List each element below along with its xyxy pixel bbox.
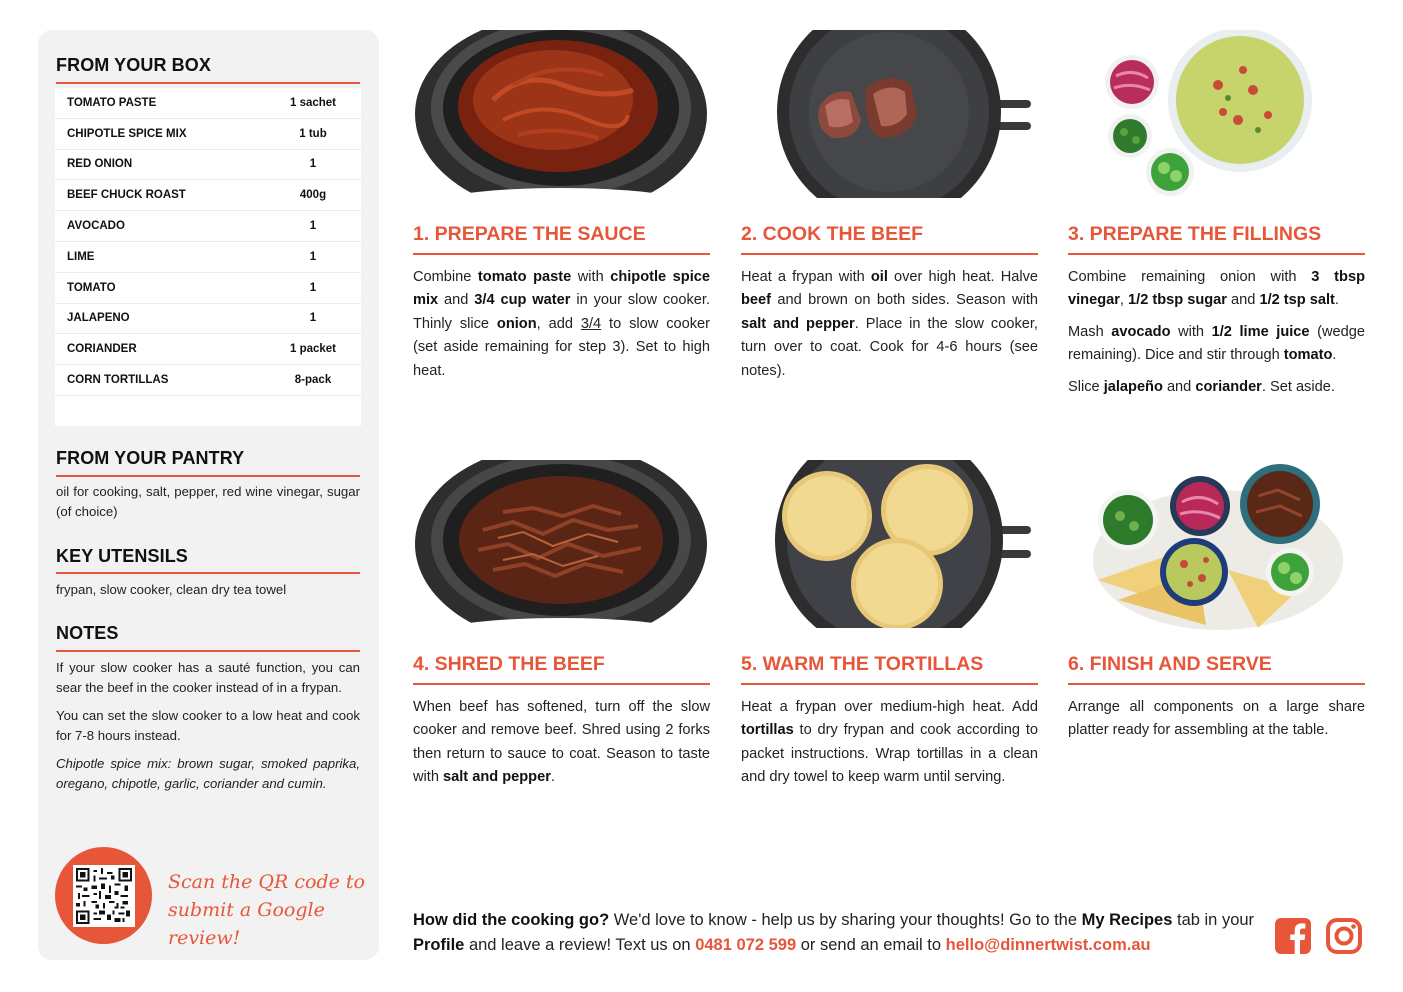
table-row xyxy=(55,119,361,150)
instagram-icon[interactable] xyxy=(1325,917,1363,955)
ingredient-name: CORN TORTILLAS xyxy=(67,374,169,387)
utensils-text xyxy=(56,580,360,608)
ingredient-qty: 1 xyxy=(309,312,317,325)
step-4-instructions xyxy=(413,696,710,798)
footer-question: How did the cooking go? xyxy=(413,911,610,929)
step-paragraph: Combine tomato paste with chipotle spice mix and 3/4 cup water in your slow cooker. Thinly slice onion, add 3/4 to slow cooker (set aside remaining for step 3). Set to high heat. xyxy=(413,269,710,379)
step-6-title: 6. FINISH AND SERVE xyxy=(1068,653,1272,675)
ingredient-name: RED ONION xyxy=(67,158,133,171)
pantry-list: oil for cooking, salt, pepper, red wine vinegar, sugar (of choice) xyxy=(56,484,360,519)
step-paragraph: Slice jalapeño and coriander. Set aside. xyxy=(1068,378,1335,395)
step-paragraph: When beef has softened, turn off the slow cooker and remove beef. Shred using 2 forks then return to sauce to coat. Season to taste with salt and pepper. xyxy=(413,699,710,786)
divider xyxy=(741,253,1038,255)
from-your-box-title: FROM YOUR BOX xyxy=(56,55,211,75)
facebook-icon[interactable] xyxy=(1274,917,1312,955)
qr-code[interactable] xyxy=(73,865,135,927)
table-row xyxy=(55,273,361,304)
qr-review-prompt xyxy=(168,868,368,952)
divider xyxy=(1068,253,1365,255)
step-5-title: 5. WARM THE TORTILLAS xyxy=(741,653,984,675)
divider xyxy=(741,683,1038,685)
step-paragraph: Arrange all components on a large share platter ready for assembling at the table. xyxy=(1068,699,1365,739)
ingredient-qty: 1 xyxy=(309,158,317,171)
qr-code-badge[interactable] xyxy=(55,847,152,944)
step-3-instructions xyxy=(1068,266,1365,407)
qr-code-icon xyxy=(76,868,132,924)
step-paragraph: Combine remaining onion with 3 tbsp vinegar, 1/2 tbsp sugar and 1/2 tsp salt. xyxy=(1068,269,1365,309)
table-row xyxy=(55,365,361,396)
phone-link[interactable]: 0481 072 599 xyxy=(695,936,797,954)
note-item: You can set the slow cooker to a low heat and cook for 7-8 hours instead. xyxy=(56,708,360,743)
shredded-beef-image xyxy=(413,460,710,632)
ingredient-qty: 8-pack xyxy=(294,374,332,387)
ingredient-name: AVOCADO xyxy=(67,220,125,233)
step-paragraph: Heat a frypan over medium-high heat. Add tortillas to dry frypan and cook according to packet instructions. Wrap tortillas in a clean and dry towel to keep warm until serving. xyxy=(741,699,1038,786)
divider xyxy=(56,82,360,84)
profile-label: Profile xyxy=(413,936,465,954)
divider xyxy=(56,475,360,477)
ingredient-name: TOMATO xyxy=(67,281,116,294)
ingredient-name: TOMATO PASTE xyxy=(67,96,157,109)
fillings-bowls-image xyxy=(1068,30,1365,202)
table-row xyxy=(55,180,361,211)
slow-cooker-sauce-image xyxy=(413,30,710,202)
step-1-instructions xyxy=(413,266,710,391)
ingredient-name: LIME xyxy=(67,250,95,263)
table-row xyxy=(55,334,361,365)
ingredient-name: CHIPOTLE SPICE MIX xyxy=(67,127,187,140)
notes-text xyxy=(56,658,360,802)
step-5-instructions xyxy=(741,696,1038,798)
step-3-title: 3. PREPARE THE FILLINGS xyxy=(1068,223,1322,245)
divider xyxy=(56,572,360,574)
footer-text: or send an email to xyxy=(796,936,946,954)
note-item: Chipotle spice mix: brown sugar, smoked paprika, oregano, chipotle, garlic, coriander and cumin. xyxy=(56,756,360,791)
ingredient-qty: 400g xyxy=(299,189,327,202)
sidebar-panel xyxy=(38,30,379,960)
ingredient-table xyxy=(55,88,361,426)
step-2-instructions xyxy=(741,266,1038,391)
ingredient-name: CORIANDER xyxy=(67,343,137,356)
ingredient-name: BEEF CHUCK ROAST xyxy=(67,189,186,202)
ingredient-qty: 1 packet xyxy=(289,343,337,356)
notes-title: NOTES xyxy=(56,623,119,643)
table-row xyxy=(55,242,361,273)
step-paragraph: Mash avocado with 1/2 lime juice (wedge remaining). Dice and stir through tomato. xyxy=(1068,323,1365,364)
note-item: If your slow cooker has a sauté function, you can sear the beef in the cooker instead of in a frypan. xyxy=(56,660,360,695)
divider xyxy=(56,650,360,652)
pantry-text xyxy=(56,482,360,530)
table-row xyxy=(55,211,361,242)
frypan-beef-image xyxy=(741,30,1038,202)
step-6-instructions xyxy=(1068,696,1365,751)
my-recipes-label: My Recipes xyxy=(1081,911,1173,929)
table-row xyxy=(55,150,361,181)
divider xyxy=(413,253,710,255)
divider xyxy=(413,683,710,685)
footer-text: and leave a review! Text us on xyxy=(464,936,696,954)
email-link[interactable]: hello@dinnertwist.com.au xyxy=(945,936,1151,954)
qr-text-line: submit a Google review! xyxy=(168,899,325,949)
table-row xyxy=(55,304,361,335)
qr-text-line: Scan the QR code to xyxy=(168,871,365,893)
ingredient-qty: 1 tub xyxy=(299,127,327,140)
step-paragraph: Heat a frypan with oil over high heat. Halve beef and brown on both sides. Season with salt and pepper. Place in the slow cooker, turn over to coat. Cook for 4-6 hours (see notes). xyxy=(741,269,1038,379)
ingredient-name: JALAPENO xyxy=(67,312,130,325)
ingredient-qty: 1 sachet xyxy=(289,96,337,109)
step-2-title: 2. COOK THE BEEF xyxy=(741,223,924,245)
step-4-title: 4. SHRED THE BEEF xyxy=(413,653,605,675)
step-1-title: 1. PREPARE THE SAUCE xyxy=(413,223,646,245)
key-utensils-title: KEY UTENSILS xyxy=(56,546,188,566)
ingredient-qty: 1 xyxy=(309,220,317,233)
frypan-tortillas-image xyxy=(741,460,1038,632)
utensils-list: frypan, slow cooker, clean dry tea towel xyxy=(56,582,287,597)
divider xyxy=(1068,683,1365,685)
footer-text: We'd love to know - help us by sharing your thoughts! Go to the xyxy=(609,911,1082,929)
serving-platter-image xyxy=(1068,460,1365,632)
feedback-footer xyxy=(413,908,1263,958)
ingredient-qty: 1 xyxy=(309,250,317,263)
ingredient-qty: 1 xyxy=(309,281,317,294)
table-row xyxy=(55,88,361,119)
from-your-pantry-title: FROM YOUR PANTRY xyxy=(56,448,245,468)
footer-text: tab in your xyxy=(1172,911,1255,929)
